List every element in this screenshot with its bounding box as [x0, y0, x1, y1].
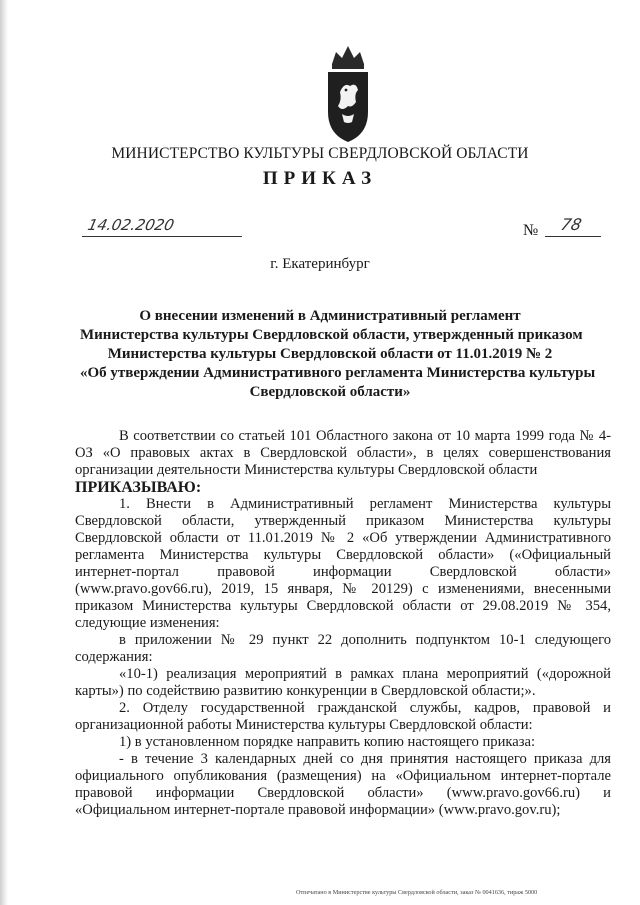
item-1-paragraph: 1. Внести в Административный регламент Министерства культуры Свердловской области, утвержденный приказом Министерства культуры Свердловской области от 11.01.2019 № 2 «Об утверждении Административного регламента Министерства культуры Свердловской области» («Официальный интернет-портал правовой информации Свердловской области» (www.pravo.gov66.ru), 2019, 15 января, № 20129) с изменениями, внесенными приказом Министерства культуры Свердловской области от 29.08.2019 № 354, следующие изменения: [75, 496, 611, 631]
command-word: ПРИКАЗЫВАЮ: [75, 479, 202, 496]
order-title: ПРИКАЗ [262, 168, 378, 189]
handwritten-date: 14.02.2020 [86, 216, 176, 234]
item-2-1-dash-paragraph: - в течение 3 календарных дней со дня принятия настоящего приказа для официального опубликования (размещения) на «Официальном интернет-портале правовой информации Свердловской области» (www.pravo.gov66.ru) и «Официальном интернет-портале правовой информации» (www.pravo.gov.ru); [75, 751, 611, 818]
city-line: г. Екатеринбург [270, 256, 370, 272]
handwritten-number: 78 [558, 215, 584, 234]
subject-line: О внесении изменений в Административный регламент [139, 308, 521, 324]
ministry-name: МИНИСТЕРСТВО КУЛЬТУРЫ СВЕРДЛОВСКОЙ ОБЛАСТИ [111, 145, 529, 162]
item-1-change-paragraph: в приложении № 29 пункт 22 дополнить подпунктом 10-1 следующего содержания: [75, 632, 611, 665]
subject-line: Свердловской области» [249, 384, 411, 400]
print-footer: Отпечатано в Министерстве культуры Свердловской области, заказ № 0041636, тираж 5000 [296, 889, 538, 896]
subject-line: «Об утверждении Административного регламента Министерства культуры [80, 365, 596, 381]
item-2-paragraph: 2. Отделу государственной гражданской службы, кадров, правовой и организационной работы Министерства культуры Свердловской области: [75, 700, 611, 733]
item-2-1-paragraph: 1) в установленном порядке направить копию настоящего приказа: [119, 734, 536, 750]
item-1-quote-paragraph: «10-1) реализация мероприятий в рамках плана мероприятий («дорожной карты») по содействию развитию конкуренции в Свердловской области;». [75, 666, 611, 699]
order-body [75, 428, 611, 819]
number-sign: № [523, 222, 539, 239]
subject-line: Министерства культуры Свердловской области, утвержденный приказом [80, 327, 583, 343]
preamble-paragraph: В соответствии со статьей 101 Областного закона от 10 марта 1999 года № 4-ОЗ «О правовых актах в Свердловской области», в целях совершенствования организации деятельности Министерства культуры Свердловской области [75, 428, 611, 478]
scan-edge [0, 0, 8, 905]
subject-line: Министерства культуры Свердловской области от 11.01.2019 № 2 [107, 346, 553, 362]
coat-of-arms-icon [322, 42, 374, 144]
order-subject [80, 307, 596, 402]
